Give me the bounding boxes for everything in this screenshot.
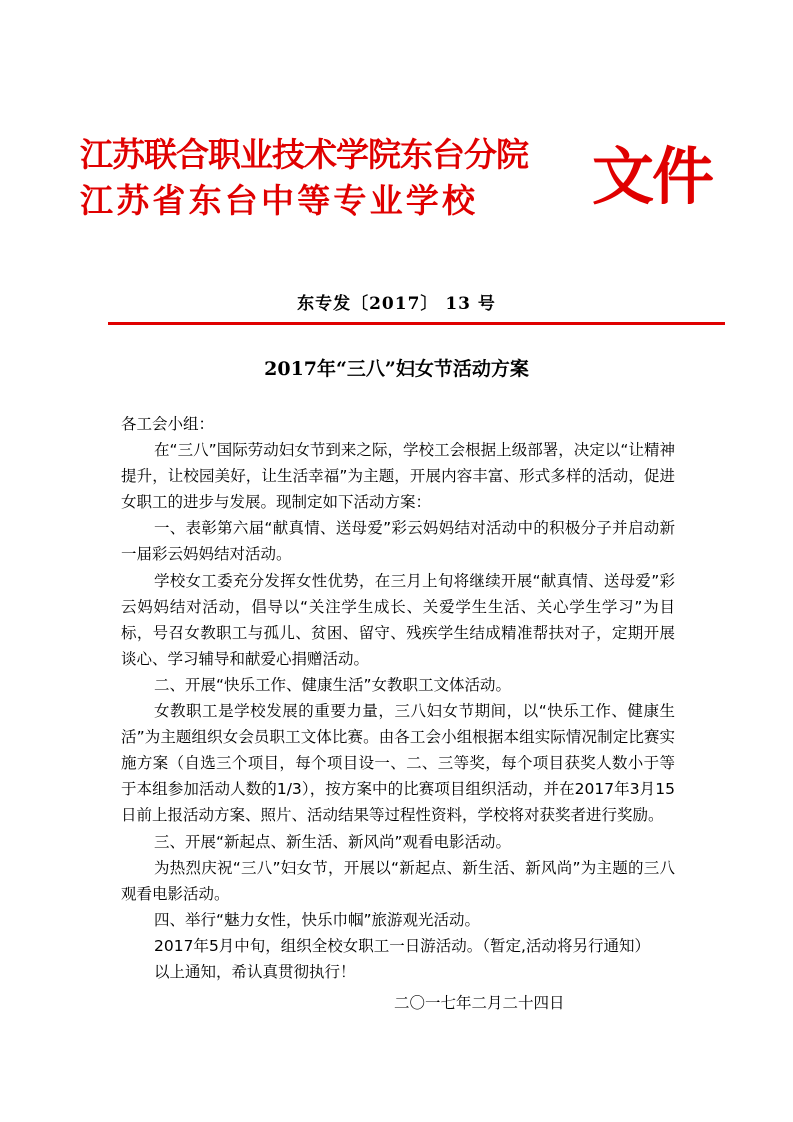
document-body [121, 411, 675, 985]
body-paragraph: 在“三八”国际劳动妇女节到来之际，学校工会根据上级部署，决定以“让精神提升，让校园美好，让生活幸福”为主题，开展内容丰富、形式多样的活动，促进女职工的进步与发展。现制定如下活动方案： [121, 441, 675, 512]
red-divider-line [108, 322, 725, 325]
document-number-text: 东专发〔2017〕 13 号 [297, 294, 496, 314]
body-paragraph: 学校女工委充分发挥女性优势，在三月上旬将继续开展“献真情、送母爱”彩云妈妈结对活动，倡导以“关注学生成长、关爱学生生活、关心学生学习”为目标，号召女教职工与孤儿、贫困、留守、残疾学生结成精准帮扶对子，定期开展谈心、学习辅导和献爱心捐赠活动。 [121, 571, 675, 668]
section-heading-2: 二、开展“快乐工作、健康生活”女教职工文体活动。 [154, 675, 512, 694]
document-date: 二〇一七年二月二十四日 [394, 994, 565, 1012]
letterhead [80, 130, 740, 230]
letterhead-org-line-1: 江苏联合职业技术学院东台分院 [80, 135, 528, 174]
section-heading-4: 四、举行“魅力女性，快乐巾帼”旅游观光活动。 [154, 910, 481, 929]
document-number [0, 293, 793, 315]
body-paragraph: 为热烈庆祝“三八”妇女节，开展以“新起点、新生活、新风尚”为主题的三八观看电影活动。 [121, 858, 675, 903]
body-paragraph: 女教职工是学校发展的重要力量，三八妇女节期间，以“快乐工作、健康生活”为主题组织女会员职工文体比赛。由各工会小组根据本组实际情况制定比赛实施方案（自选三个项目，每个项目设一、二、三等奖，每个项目获奖人数小于等于本组参加活动人数的1/3），按方案中的比赛项目组织活动，并在2017年3月15日前上报活动方案、照片、活动结果等过程性资料，学校将对获奖者进行奖励。 [121, 702, 675, 825]
section-heading-1: 一、表彰第六届“献真情、送母爱”彩云妈妈结对活动中的积极分子并启动新一届彩云妈妈结对活动。 [121, 519, 675, 564]
body-paragraph: 2017年5月中旬，组织全校女职工一日游活动。（暂定,活动将另行通知） [154, 936, 650, 955]
document-title: 2017年“三八”妇女节活动方案 [264, 358, 529, 380]
closing-remark: 以上通知，希认真贯彻执行！ [154, 962, 356, 981]
letterhead-doc-word: 文件 [592, 140, 713, 213]
section-heading-3: 三、开展“新起点、新生活、新风尚”观看电影活动。 [154, 832, 512, 851]
salutation: 各工会小组： [121, 415, 215, 433]
letterhead-org-line-2: 江苏省东台中等专业学校 [80, 181, 479, 220]
